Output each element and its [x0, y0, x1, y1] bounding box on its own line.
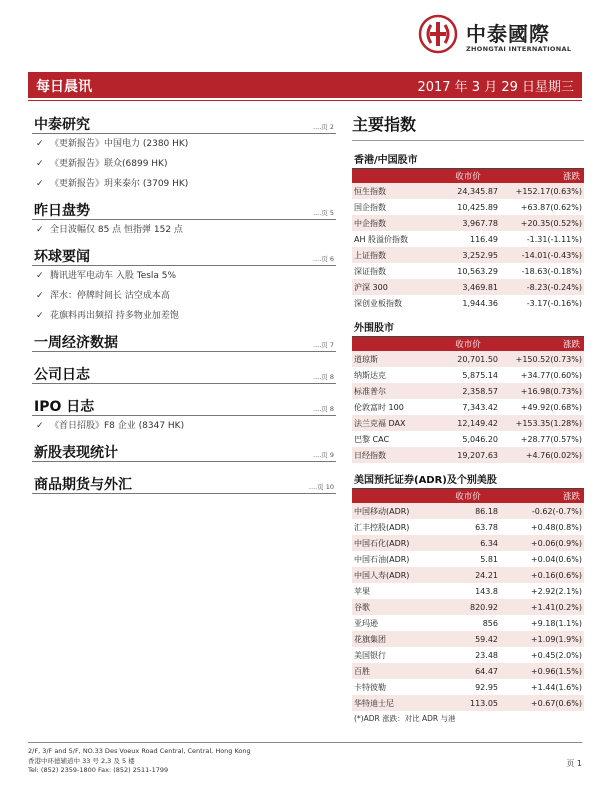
- cell-change: +153.35(1.28%): [500, 415, 584, 431]
- table-row: [352, 279, 584, 295]
- table-row: [352, 399, 584, 415]
- global-table-block: [352, 321, 584, 463]
- table-title: 外围股市: [352, 321, 584, 337]
- cell-change: +63.87(0.62%): [500, 199, 584, 215]
- indices-heading: 主要指数: [352, 115, 417, 134]
- table-body: [352, 183, 584, 311]
- toc-section-title: 一周经济数据: [34, 335, 118, 351]
- col-header-change: 涨跌: [500, 169, 584, 183]
- company-logo: [418, 14, 598, 54]
- cell-change: +152.17(0.63%): [500, 183, 584, 199]
- cell-price: 5,875.14: [436, 367, 500, 383]
- cell-change: +28.77(0.57%): [500, 431, 584, 447]
- cell-change: +1.09(1.9%): [500, 631, 584, 647]
- table-row: [352, 535, 584, 551]
- toc-item[interactable]: [32, 306, 336, 326]
- toc-section-commodities-fx: [32, 472, 336, 494]
- indices-divider: [352, 140, 584, 141]
- brand-name-cn: 中泰國際: [466, 22, 550, 46]
- cell-name: 亚玛逊: [352, 615, 436, 631]
- toc-item-label: 浑水：停牌时间长 沽空成本高: [50, 291, 170, 301]
- report-date: 2017 年 3 月 29 日星期三: [417, 80, 574, 95]
- cell-price: 24.21: [436, 567, 500, 583]
- cell-change: +49.92(0.68%): [500, 399, 584, 415]
- cell-name: 纳斯达克: [352, 367, 436, 383]
- toc-section-title: 公司日志: [34, 367, 90, 383]
- toc-item[interactable]: [32, 416, 336, 436]
- toc-item-label: 《更新报告》中国电力 (2380 HK): [50, 139, 189, 149]
- cell-name: 花旗集团: [352, 631, 436, 647]
- cell-name: 美国银行: [352, 647, 436, 663]
- cell-name: 中国石油(ADR): [352, 551, 436, 567]
- cell-change: +0.04(0.6%): [500, 551, 584, 567]
- cell-change: +0.67(0.6%): [500, 695, 584, 711]
- toc-page-ref: ....页 7: [313, 341, 334, 349]
- toc-section-header[interactable]: [32, 244, 336, 266]
- cell-price: 59.42: [436, 631, 500, 647]
- cell-name: 标准普尔: [352, 383, 436, 399]
- toc-item-label: 《更新报告》联众(6899 HK): [50, 159, 168, 169]
- toc-section-title: 昨日盘势: [34, 203, 90, 219]
- table-row: [352, 695, 584, 711]
- toc-section-weekly-data: [32, 330, 336, 352]
- toc-page-ref: ....页 5: [313, 209, 334, 217]
- cell-name: 日经指数: [352, 447, 436, 463]
- toc-item-label: 《更新报告》玥来泰尔 (3709 HK): [50, 179, 189, 189]
- cell-name: 汇丰控股(ADR): [352, 519, 436, 535]
- cell-change: +4.76(0.02%): [500, 447, 584, 463]
- cell-name: 沪深 300: [352, 279, 436, 295]
- report-banner: [28, 72, 582, 98]
- toc-section-research: [32, 112, 336, 194]
- check-icon: ✓: [36, 179, 44, 189]
- toc-section-header[interactable]: [32, 472, 336, 494]
- table-row: [352, 631, 584, 647]
- toc-item[interactable]: [32, 134, 336, 154]
- cell-change: -3.17(-0.16%): [500, 295, 584, 311]
- adr-footnote: (*)ADR 涨跌：对比 ADR 与港: [354, 714, 456, 723]
- table-row: [352, 183, 584, 199]
- cell-change: -0.62(-0.7%): [500, 503, 584, 519]
- toc-page-ref: ....页 9: [313, 451, 334, 459]
- cell-change: +16.98(0.73%): [500, 383, 584, 399]
- toc-section-header[interactable]: [32, 440, 336, 462]
- cell-name: 恒生指数: [352, 183, 436, 199]
- cell-name: 道琼斯: [352, 351, 436, 367]
- cell-price: 1,944.36: [436, 295, 500, 311]
- table-row: [352, 263, 584, 279]
- cell-change: +2.92(2.1%): [500, 583, 584, 599]
- toc-section-header[interactable]: [32, 112, 336, 134]
- cell-name: 深创业板指数: [352, 295, 436, 311]
- table-row: [352, 615, 584, 631]
- toc-item[interactable]: [32, 220, 336, 240]
- toc-section-title: IPO 日志: [34, 399, 95, 415]
- cell-price: 7,343.42: [436, 399, 500, 415]
- footer-address-cn: 香港中环德辅道中 33 号 2,3 及 5 楼: [28, 756, 135, 765]
- toc-page-ref: ....页 8: [313, 373, 334, 381]
- col-header-price: 收市价: [436, 169, 500, 183]
- cell-price: 5.81: [436, 551, 500, 567]
- table-row: [352, 367, 584, 383]
- cell-change: -14.01(-0.43%): [500, 247, 584, 263]
- cell-change: +1.41(0.2%): [500, 599, 584, 615]
- hk-china-table-block: [352, 153, 584, 311]
- cell-name: 国企指数: [352, 199, 436, 215]
- col-header-change: 涨跌: [500, 489, 584, 503]
- table-row: [352, 383, 584, 399]
- zhongtai-logo-icon: [418, 14, 458, 54]
- cell-name: 中国石化(ADR): [352, 535, 436, 551]
- table-row: [352, 351, 584, 367]
- footer-contact: Tel: (852) 2359-1800 Fax: (852) 2511-1799: [28, 766, 169, 774]
- cell-name: 上证指数: [352, 247, 436, 263]
- col-header-price: 收市价: [436, 489, 500, 503]
- table-title: 香港/中国股市: [352, 153, 584, 169]
- toc-section-company-log: [32, 362, 336, 384]
- table-of-contents: [32, 108, 336, 494]
- brand-name-en: ZHONGTAI INTERNATIONAL: [466, 45, 572, 53]
- cell-name: 百胜: [352, 663, 436, 679]
- toc-section-title: 中泰研究: [34, 117, 90, 133]
- check-icon: ✓: [36, 225, 44, 235]
- cell-change: +1.44(1.6%): [500, 679, 584, 695]
- toc-item-label: 花旗料再出频招 持多物业加差饱: [50, 311, 179, 321]
- cell-name: 卡特彼勒: [352, 679, 436, 695]
- cell-price: 24,345.87: [436, 183, 500, 199]
- col-header-change: 涨跌: [500, 337, 584, 351]
- table-body: [352, 351, 584, 463]
- cell-price: 3,469.81: [436, 279, 500, 295]
- table-row: [352, 295, 584, 311]
- cell-change: -1.31(-1.11%): [500, 231, 584, 247]
- cell-change: +34.77(0.60%): [500, 367, 584, 383]
- cell-price: 20,701.50: [436, 351, 500, 367]
- cell-change: -18.63(-0.18%): [500, 263, 584, 279]
- table-row: [352, 551, 584, 567]
- toc-section-ipo-stats: [32, 440, 336, 462]
- cell-name: 伦敦富时 100: [352, 399, 436, 415]
- report-title: 每日晨讯: [36, 79, 92, 95]
- table-row: [352, 503, 584, 519]
- toc-item[interactable]: [32, 286, 336, 306]
- check-icon: ✓: [36, 271, 44, 281]
- toc-item-label: 腾讯进军电动车 入股 Tesla 5%: [50, 271, 177, 281]
- cell-price: 23.48: [436, 647, 500, 663]
- cell-price: 113.05: [436, 695, 500, 711]
- toc-section-header[interactable]: [32, 394, 336, 416]
- cell-price: 64.47: [436, 663, 500, 679]
- cell-change: +0.48(0.8%): [500, 519, 584, 535]
- cell-price: 19,207.63: [436, 447, 500, 463]
- table-row: [352, 247, 584, 263]
- adr-stock-table: [352, 489, 584, 711]
- table-title: 美国预托证券(ADR)及个别美股: [352, 473, 584, 489]
- col-header-name: [352, 337, 436, 351]
- toc-section-market-review: [32, 198, 336, 240]
- adr-table-block: [352, 473, 584, 724]
- cell-price: 92.95: [436, 679, 500, 695]
- toc-item[interactable]: [32, 174, 336, 194]
- toc-page-ref: ....页 6: [313, 255, 334, 263]
- table-row: [352, 215, 584, 231]
- cell-name: 苹果: [352, 583, 436, 599]
- toc-item-label: 全日波幅仅 85 点 恒指弹 152 点: [50, 225, 183, 235]
- toc-item[interactable]: [32, 266, 336, 286]
- hk-china-index-table: [352, 169, 584, 311]
- check-icon: ✓: [36, 311, 44, 321]
- toc-page-ref: ....页 10: [308, 483, 334, 491]
- toc-section-title: 商品期货与外汇: [34, 477, 132, 493]
- col-header-name: [352, 489, 436, 503]
- table-row: [352, 431, 584, 447]
- table-row: [352, 447, 584, 463]
- check-icon: ✓: [36, 291, 44, 301]
- major-indices-panel: [352, 110, 584, 724]
- table-row: [352, 231, 584, 247]
- toc-section-header[interactable]: [32, 362, 336, 384]
- table-row: [352, 583, 584, 599]
- table-row: [352, 415, 584, 431]
- cell-change: +9.18(1.1%): [500, 615, 584, 631]
- cell-change: -8.23(-0.24%): [500, 279, 584, 295]
- cell-change: +150.52(0.73%): [500, 351, 584, 367]
- cell-change: +20.35(0.52%): [500, 215, 584, 231]
- toc-section-ipo-log: [32, 394, 336, 436]
- cell-price: 820.92: [436, 599, 500, 615]
- cell-price: 6.34: [436, 535, 500, 551]
- cell-price: 3,252.95: [436, 247, 500, 263]
- check-icon: ✓: [36, 159, 44, 169]
- cell-name: 谷歌: [352, 599, 436, 615]
- cell-price: 10,425.89: [436, 199, 500, 215]
- cell-change: +0.45(2.0%): [500, 647, 584, 663]
- cell-name: 华特迪士尼: [352, 695, 436, 711]
- cell-price: 12,149.42: [436, 415, 500, 431]
- table-row: [352, 679, 584, 695]
- cell-name: 中国人寿(ADR): [352, 567, 436, 583]
- toc-page-ref: ....页 8: [313, 405, 334, 413]
- cell-price: 63.78: [436, 519, 500, 535]
- cell-price: 856: [436, 615, 500, 631]
- check-icon: ✓: [36, 421, 44, 431]
- footer-divider: [28, 742, 582, 743]
- footer-address-en: 2/F, 3/F and 5/F, NO.33 Des Voeux Road Central, Central, Hong Kong: [28, 747, 251, 755]
- toc-section-title: 新股表现统计: [34, 445, 118, 461]
- cell-name: 深证指数: [352, 263, 436, 279]
- cell-price: 10,563.29: [436, 263, 500, 279]
- cell-name: 法兰克福 DAX: [352, 415, 436, 431]
- cell-name: AH 股溢价指数: [352, 231, 436, 247]
- toc-section-title: 环球要闻: [34, 249, 90, 265]
- check-icon: ✓: [36, 139, 44, 149]
- toc-item[interactable]: [32, 154, 336, 174]
- table-row: [352, 567, 584, 583]
- cell-price: 5,046.20: [436, 431, 500, 447]
- cell-change: +0.16(0.6%): [500, 567, 584, 583]
- col-header-price: 收市价: [436, 337, 500, 351]
- cell-name: 中国移动(ADR): [352, 503, 436, 519]
- table-body: [352, 503, 584, 711]
- cell-price: 2,358.57: [436, 383, 500, 399]
- toc-section-header[interactable]: [32, 330, 336, 352]
- table-row: [352, 519, 584, 535]
- cell-change: +0.06(0.9%): [500, 535, 584, 551]
- cell-price: 3,967.78: [436, 215, 500, 231]
- table-row: [352, 647, 584, 663]
- footer-address: [28, 747, 251, 776]
- cell-price: 143.8: [436, 583, 500, 599]
- cell-price: 86.18: [436, 503, 500, 519]
- toc-section-global-news: [32, 244, 336, 326]
- table-row: [352, 663, 584, 679]
- col-header-name: [352, 169, 436, 183]
- table-row: [352, 599, 584, 615]
- cell-price: 116.49: [436, 231, 500, 247]
- global-index-table: [352, 337, 584, 463]
- toc-page-ref: ....页 2: [313, 123, 334, 131]
- cell-name: 巴黎 CAC: [352, 431, 436, 447]
- table-row: [352, 199, 584, 215]
- page-number: 页 1: [566, 759, 582, 768]
- cell-change: +0.96(1.5%): [500, 663, 584, 679]
- cell-name: 中企指数: [352, 215, 436, 231]
- toc-section-header[interactable]: [32, 198, 336, 220]
- banner-divider: [28, 100, 582, 101]
- toc-item-label: 《首日招股》F8 企业 (8347 HK): [50, 421, 185, 431]
